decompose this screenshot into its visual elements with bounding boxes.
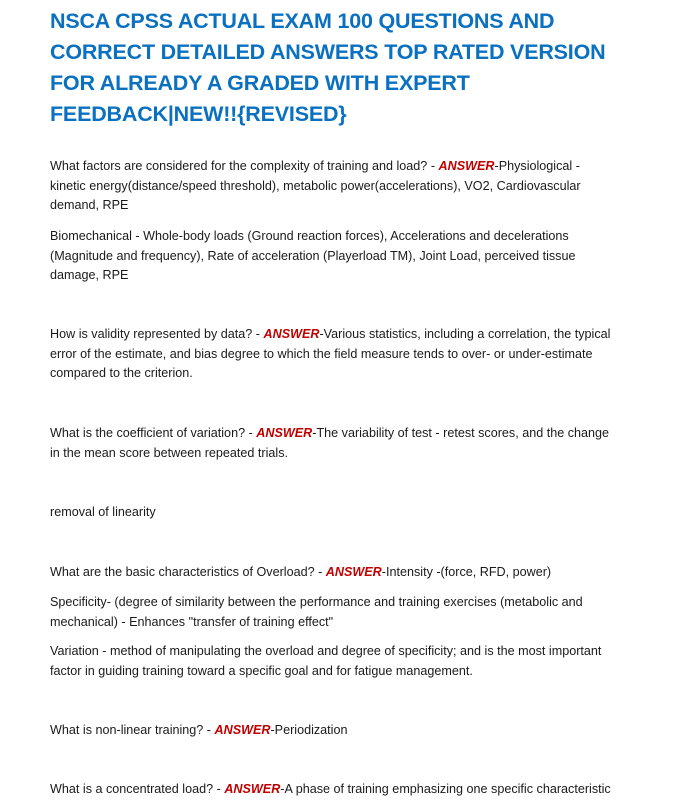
answer-label: ANSWER [214,723,271,737]
answer-text: -Periodization [270,723,348,737]
question-line [50,780,655,800]
text-line: mechanical) - Enhances "transfer of training effect" [50,614,334,629]
title-line: NSCA CPSS ACTUAL EXAM 100 QUESTIONS AND [50,9,555,33]
title-line: FEEDBACK|NEW!!{REVISED} [50,102,347,126]
answer-text: -A phase of training emphasizing one specific characteristic [280,782,611,796]
answer-line: kinetic energy(distance/speed threshold), metabolic power(accelerations), VO2, Cardiovascular [50,178,581,193]
qa-block [50,325,655,384]
question-text: What are the basic characteristics of Overload? - [50,565,326,579]
answer-line: compared to the criterion. [50,366,193,380]
text-line: damage, RPE [50,268,129,282]
answer-text: -Intensity -(force, RFD, power) [381,565,552,579]
answer-label: ANSWER [256,426,313,440]
question-line [50,424,655,444]
question-line [50,563,655,583]
question-text: How is validity represented by data? - [50,327,264,341]
text-line: (Magnitude and frequency), Rate of acceleration (Playerload TM), Joint Load, perceived tissue [50,248,576,263]
question-text: What is non-linear training? - [50,723,215,737]
qa-block [50,563,655,583]
text-line: Variation - method of manipulating the overload and degree of specificity; and is the most important [50,644,602,658]
paragraph [50,227,655,286]
answer-label: ANSWER [438,159,495,173]
question-line [50,157,655,177]
answer-line: error of the estimate, and bias degree to which the field measure tends to over- or under-estimate [50,346,593,361]
document-title [50,6,670,130]
text-line: Specificity- (degree of similarity between the performance and training exercises (metabolic and [50,595,583,609]
answer-text: -Various statistics, including a correlation, the typical [319,327,611,341]
title-line: FOR ALREADY A GRADED WITH EXPERT [50,71,470,95]
paragraph [50,503,655,523]
question-text: What is a concentrated load? - [50,782,225,796]
answer-text: -Physiological - [494,159,580,173]
answer-label: ANSWER [263,327,320,341]
text-line: factor in guiding training toward a specific goal and for fatigue management. [50,663,473,678]
question-line [50,721,655,741]
qa-block [50,780,655,800]
qa-block [50,157,655,216]
question-line [50,325,655,345]
text-line: removal of linearity [50,505,156,519]
question-text: What is the coefficient of variation? - [50,426,257,440]
text-line: Biomechanical - Whole-body loads (Ground reaction forces), Accelerations and decelerations [50,229,569,243]
question-text: What factors are considered for the complexity of training and load? - [50,159,439,173]
qa-block [50,721,655,741]
title-line: CORRECT DETAILED ANSWERS TOP RATED VERSION [50,40,606,64]
answer-label: ANSWER [224,782,281,796]
answer-text: -The variability of test - retest scores, and the change [312,426,610,440]
paragraph [50,593,655,632]
answer-label: ANSWER [325,565,382,579]
answer-line: in the mean score between repeated trials. [50,445,289,460]
answer-line: demand, RPE [50,198,129,212]
paragraph [50,642,655,681]
qa-block [50,424,655,463]
